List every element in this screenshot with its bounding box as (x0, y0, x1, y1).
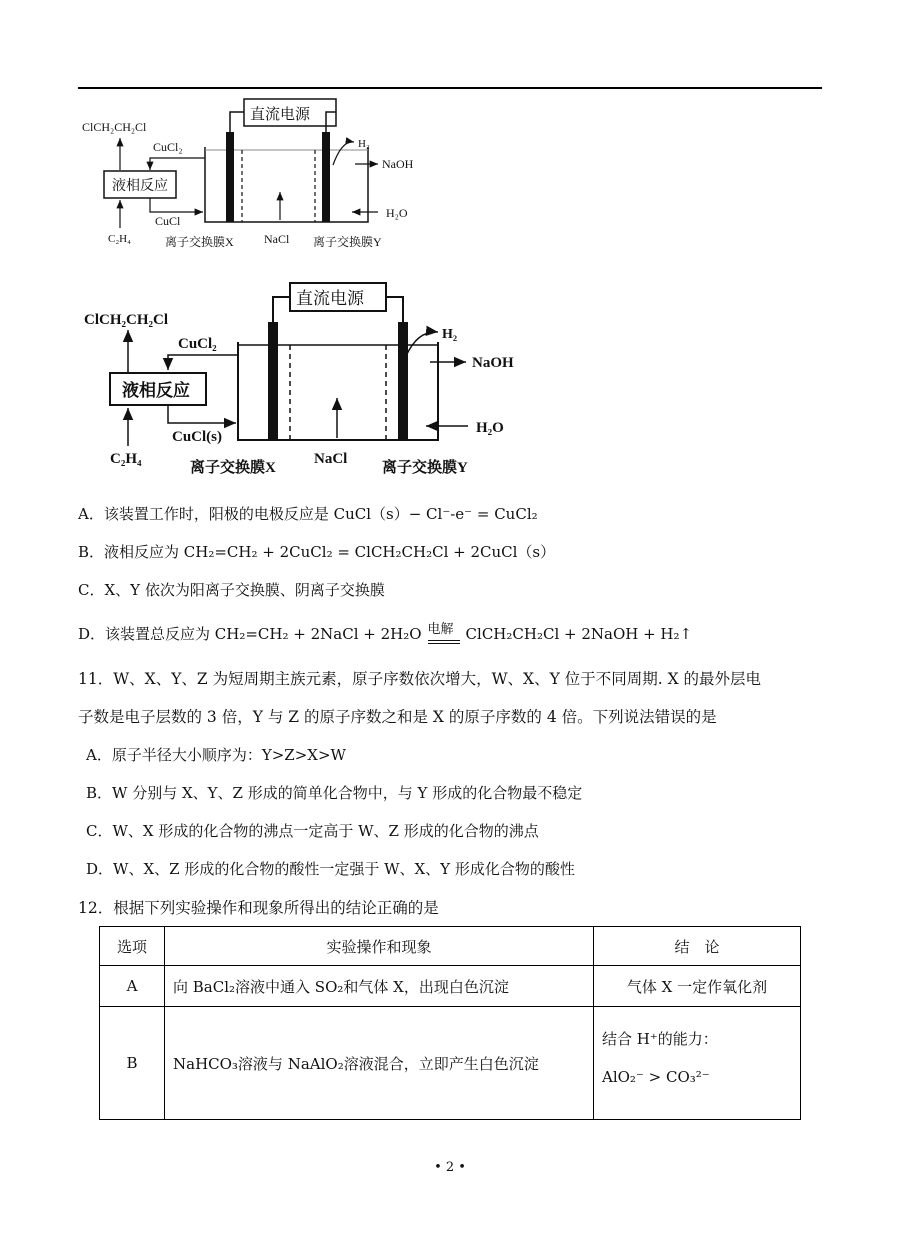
power-label-large: 直流电源 (296, 289, 364, 308)
q11-option-c: C．W、X 形成的化合物的沸点一定高于 W、Z 形成的化合物的沸点 (86, 822, 539, 840)
header-option: 选项 (100, 927, 165, 966)
membrane-x-label-large: 离子交换膜X (190, 460, 276, 476)
cucl-label-large: CuCl(s) (172, 429, 223, 445)
q10-option-d (78, 623, 692, 645)
row-option: A (100, 966, 165, 1007)
row-conclusion-text: 气体 X 一定作氧化剂 (626, 977, 768, 996)
row-conclusion-line1: 结合 H⁺的能力： (602, 1030, 718, 1048)
header-operation: 实验操作和现象 (165, 927, 594, 966)
table-row (100, 966, 801, 1007)
water-label-small: H₂O (386, 206, 408, 220)
condition-label: 电解 (427, 622, 454, 637)
row-conclusion (594, 966, 801, 1007)
cucl2-label-large: CuCl₂ (178, 336, 217, 352)
membrane-x-label-small: 离子交换膜X (165, 235, 234, 249)
q10-option-a: A．该装置工作时，阳极的电极反应是 CuCl（s）− Cl⁻-e⁻ = CuCl₂ (78, 505, 538, 523)
table-header-row (100, 927, 801, 966)
anode-large (268, 322, 278, 440)
cucl-label-small: CuCl (155, 214, 181, 228)
q11-option-b: B．W 分别与 X、Y、Z 形成的简单化合物中，与 Y 形成的化合物最不稳定 (86, 784, 583, 802)
q11-stem-line2: 子数是电子层数的 3 倍，Y 与 Z 的原子序数之和是 X 的原子序数的 4 倍。下列说法错误的是 (78, 708, 717, 726)
water-label-large: H₂O (476, 420, 504, 436)
row-conclusion-line2: AlO₂⁻ > CO₃²⁻ (602, 1068, 710, 1086)
q10-option-c: C．X、Y 依次为阳离子交换膜、阴离子交换膜 (78, 581, 385, 599)
h2-label-small: H₂ (358, 138, 370, 150)
nacl-label-large: NaCl (314, 451, 348, 467)
page-number: • 2 • (434, 1160, 466, 1175)
reaction-label-small: 液相反应 (112, 179, 168, 194)
q10-option-b: B．液相反应为 CH₂=CH₂ + 2CuCl₂ = ClCH₂CH₂Cl + 2CuCl（s） (78, 543, 556, 561)
membrane-y-label-large: 离子交换膜Y (382, 460, 468, 476)
row-conclusion (594, 1007, 801, 1120)
power-label-small: 直流电源 (250, 107, 311, 123)
naoh-label-large: NaOH (472, 355, 514, 371)
row-operation: 向 BaCl₂溶液中通入 SO₂和气体 X，出现白色沉淀 (165, 966, 594, 1007)
product-label-small: ClCH₂CH₂Cl (82, 120, 147, 134)
product-label-large: ClCH₂CH₂Cl (84, 312, 168, 328)
feed-label-small: C₂H₄ (108, 233, 131, 245)
membrane-y-label-small: 离子交换膜Y (313, 235, 382, 249)
naoh-label-small: NaOH (382, 157, 414, 171)
q11-option-d: D．W、X、Z 形成的化合物的酸性一定强于 W、X、Y 形成化合物的酸性 (86, 860, 575, 878)
q10-option-d-left: D．该装置总反应为 CH₂=CH₂ + 2NaCl + 2H₂O (78, 625, 422, 643)
table-row (100, 1007, 801, 1120)
q12-table (99, 926, 801, 1120)
reaction-label-large: 液相反应 (122, 381, 190, 400)
cucl2-label-small: CuCl₂ (153, 140, 183, 154)
row-operation: NaHCO₃溶液与 NaAlO₂溶液混合，立即产生白色沉淀 (165, 1007, 594, 1120)
row-option: B (100, 1007, 165, 1120)
cathode-large (398, 322, 408, 440)
header-conclusion: 结 论 (594, 927, 801, 966)
h2-label-large: H₂ (442, 327, 458, 342)
q12-stem: 12．根据下列实验操作和现象所得出的结论正确的是 (78, 899, 439, 917)
feed-label-large: C₂H₄ (110, 451, 142, 467)
q10-option-d-right: ClCH₂CH₂Cl + 2NaOH + H₂↑ (465, 625, 693, 643)
q11-option-a: A．原子半径大小顺序为：Y>Z>X>W (86, 746, 346, 764)
electrolysis-condition (427, 622, 460, 645)
nacl-label-small: NaCl (264, 232, 290, 246)
q11-stem-line1: 11．W、X、Y、Z 为短周期主族元素，原子序数依次增大，W、X、Y 位于不同周期. X 的最外层电 (78, 670, 762, 688)
